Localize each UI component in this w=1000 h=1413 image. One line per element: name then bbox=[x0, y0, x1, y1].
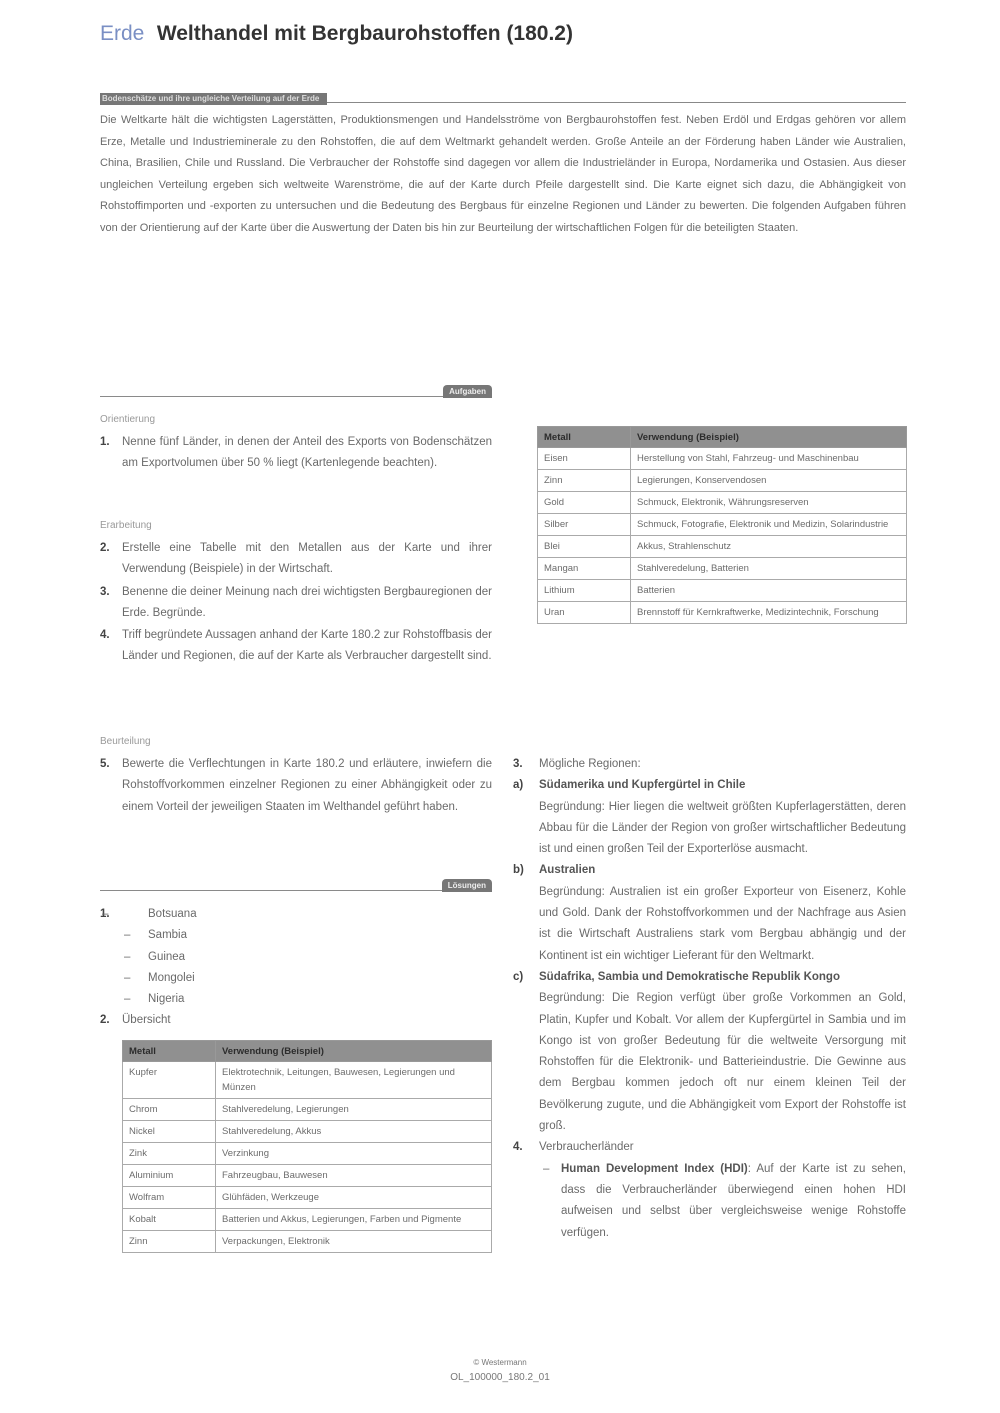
solutions-tag: Lösungen bbox=[442, 879, 492, 892]
table-cell: Elektrotechnik, Leitungen, Bauwesen, Legierungen und Münzen bbox=[216, 1062, 492, 1099]
table-cell: Legierungen, Konservendosen bbox=[631, 470, 907, 492]
table-cell: Herstellung von Stahl, Fahrzeug- und Maschinenbau bbox=[631, 448, 907, 470]
table-row bbox=[123, 1143, 492, 1165]
table-cell: Eisen bbox=[538, 448, 631, 470]
table-cell: Zinn bbox=[538, 470, 631, 492]
table-cell: Gold bbox=[538, 492, 631, 514]
answer-letter: c) bbox=[513, 970, 524, 983]
answer-b-body: Begründung: Australien ist ein großer Exporteur von Eisenerz, Kohle und Gold. Dank der Rohstoffvorkommen und der Nachfrage aus Asien ist die Wirtschaft Australiens stark vom Bergbau abhängig und der Kontinent ist ein wichtiger Lieferant für den Weltmarkt. bbox=[539, 885, 906, 962]
task-number: 4. bbox=[100, 629, 110, 641]
table-row bbox=[538, 448, 907, 470]
solution-metals-table bbox=[122, 1040, 492, 1253]
table-row bbox=[123, 1231, 492, 1253]
task-text: Bewerte die Verflechtungen in Karte 180.2 und erläutere, inwiefern die Rohstoffvorkommen einzelner Regionen zu einer Abhängigkeit oder zu einem Vorteil der jeweiligen Staaten im Welthandel geführt haben. bbox=[122, 758, 492, 813]
column-header: Metall bbox=[123, 1041, 216, 1062]
task-number: 5. bbox=[100, 758, 110, 770]
table-row bbox=[538, 558, 907, 580]
answer-heading-text: Südamerika und Kupfergürtel in Chile bbox=[539, 779, 746, 792]
column-header: Verwendung (Beispiel) bbox=[216, 1041, 492, 1062]
category-assessment: Beurteilung bbox=[100, 736, 151, 747]
table-cell: Batterien und Akkus, Legierungen, Farben und Pigmente bbox=[216, 1209, 492, 1231]
table-cell: Batterien bbox=[631, 580, 907, 602]
page-header bbox=[100, 22, 910, 54]
task-3 bbox=[100, 582, 492, 625]
table-row bbox=[538, 602, 907, 624]
solutions-divider bbox=[100, 872, 492, 891]
table-cell: Wolfram bbox=[123, 1187, 216, 1209]
table-cell: Silber bbox=[538, 514, 631, 536]
answer-c-body: Begründung: Die Region verfügt über große Vorkommen an Gold, Platin, Kupfer und Kobalt. Vor allem der Kupfergürtel in Sambia und im Kongo ist von großer Bedeutung für die weltweite Versorgung mit Rohstoffen für die Elektronik- und Batterieindustrie. Die Gewinne aus dem Bergbau kommen jedoch oft nur einem kleinen Teil der Bevölkerung zugute, und die Abhängigkeit vom Export der Rohstoffe ist groß. bbox=[539, 992, 906, 1133]
table-row bbox=[538, 514, 907, 536]
table-header-row bbox=[123, 1041, 492, 1062]
task-text: Triff begründete Aussagen anhand der Karte 180.2 zur Rohstoffbasis der Länder und Regionen, die auf der Karte als Verbraucher dargestellt sind. bbox=[122, 629, 492, 663]
answer-c-heading bbox=[513, 967, 906, 988]
column-header: Verwendung (Beispiel) bbox=[631, 427, 907, 448]
task-4 bbox=[100, 625, 492, 668]
solution-number: 2. bbox=[100, 1014, 110, 1027]
table-cell: Uran bbox=[538, 602, 631, 624]
solution-text: Übersicht bbox=[122, 1014, 171, 1027]
intro-heading-label: Bodenschätze und ihre ungleiche Verteilung auf der Erde bbox=[100, 93, 327, 105]
table-cell: Fahrzeugbau, Bauwesen bbox=[216, 1165, 492, 1187]
answer-heading-text: Südafrika, Sambia und Demokratische Republik Kongo bbox=[539, 970, 840, 983]
tasks-tag: Aufgaben bbox=[443, 385, 492, 398]
solution-1-item bbox=[100, 904, 492, 925]
table-cell: Brennstoff für Kernkraftwerke, Medizintechnik, Forschung bbox=[631, 602, 907, 624]
answer-4-bullet: – Human Development Index (HDI): Auf der Karte ist zu sehen, dass die Verbraucherländer überwiegend einen hohen HDI aufweisen und selbst über vergleichsweise wenige Rohstoffe verfügen. bbox=[513, 1159, 906, 1244]
table-cell: Zink bbox=[123, 1143, 216, 1165]
answer-intro-text: Verbraucherländer bbox=[539, 1141, 634, 1154]
table-cell: Zinn bbox=[123, 1231, 216, 1253]
category-orientation: Orientierung bbox=[100, 414, 156, 425]
table-row bbox=[123, 1099, 492, 1121]
table-cell: Lithium bbox=[538, 580, 631, 602]
answer-letter: a) bbox=[513, 779, 524, 792]
column-header: Metall bbox=[538, 427, 631, 448]
table-cell: Kobalt bbox=[123, 1209, 216, 1231]
answer-3-intro bbox=[513, 754, 906, 775]
answer-b-heading bbox=[513, 860, 906, 881]
footer-code: OL_100000_180.2_01 bbox=[450, 1372, 550, 1383]
answer-a-heading bbox=[513, 775, 906, 796]
task-number: 3. bbox=[100, 586, 110, 598]
list-item: – Mongolei bbox=[122, 968, 492, 989]
task-5 bbox=[100, 754, 492, 818]
table-cell: Stahlveredelung, Akkus bbox=[216, 1121, 492, 1143]
table-cell: Akkus, Strahlenschutz bbox=[631, 536, 907, 558]
table-cell: Glühfäden, Werkzeuge bbox=[216, 1187, 492, 1209]
table-cell: Kupfer bbox=[123, 1062, 216, 1099]
answer-3 bbox=[513, 754, 906, 1244]
table-row bbox=[538, 580, 907, 602]
list-item: – Nigeria bbox=[122, 989, 492, 1010]
intro-heading bbox=[100, 88, 906, 103]
table-cell: Stahlveredelung, Legierungen bbox=[216, 1099, 492, 1121]
bullet-text: Auf der Karte ist zu sehen, dass die Verbraucherländer überwiegend einen hohen HDI aufweisen und selbst über vergleichsweise wenige Rohstoffe verfügen. bbox=[561, 1162, 906, 1239]
table-row bbox=[123, 1209, 492, 1231]
answer-number: 3. bbox=[513, 758, 523, 770]
answer-intro-text: Mögliche Regionen: bbox=[539, 758, 641, 770]
task-text: Nenne fünf Länder, in denen der Anteil des Exports von Bodenschätzen am Exportvolumen über 50 % liegt (Kartenlegende beachten). bbox=[122, 436, 492, 470]
task-1 bbox=[100, 432, 492, 475]
page-title: Welthandel mit Bergbaurohstoffen (180.2) bbox=[156, 22, 573, 45]
answer-letter: b) bbox=[513, 864, 524, 877]
table-header-row bbox=[538, 427, 907, 448]
table-cell: Stahlveredelung, Batterien bbox=[631, 558, 907, 580]
bullet-term: Human Development Index (HDI) bbox=[561, 1162, 748, 1175]
table-cell: Schmuck, Fotografie, Elektronik und Medizin, Solarindustrie bbox=[631, 514, 907, 536]
task-text: Erstelle eine Tabelle mit den Metallen aus der Karte und ihrer Verwendung (Beispiele) in der Wirtschaft. bbox=[122, 542, 492, 576]
task-2 bbox=[100, 538, 492, 581]
table-row bbox=[538, 492, 907, 514]
table-cell: Verpackungen, Elektronik bbox=[216, 1231, 492, 1253]
answer-heading-text: Australien bbox=[539, 864, 596, 877]
table-row bbox=[123, 1062, 492, 1099]
table-cell: Nickel bbox=[123, 1121, 216, 1143]
subject-label: Erde bbox=[100, 22, 145, 45]
solution-2 bbox=[100, 1010, 492, 1031]
solution-number: 1. bbox=[100, 908, 110, 920]
table-cell: Schmuck, Elektronik, Währungsreserven bbox=[631, 492, 907, 514]
table-row bbox=[123, 1121, 492, 1143]
table-cell: Verzinkung bbox=[216, 1143, 492, 1165]
table-cell: Aluminium bbox=[123, 1165, 216, 1187]
task-text: Benenne die deiner Meinung nach drei wichtigsten Bergbauregionen der Erde. Begründe. bbox=[122, 586, 492, 620]
table-row bbox=[123, 1165, 492, 1187]
intro-text: Die Weltkarte hält die wichtigsten Lagerstätten, Produktionsmengen und Handelsströme von Bergbaurohstoffen fest. Neben Erdöl und Erdgas gehören vor allem Erze, Metalle und Industrieminerale zu den Rohstoffen, die auf dem Weltmarkt gehandelt werden. Große Anteile an der Förderung haben Länder wie Australien, China, Brasilien, Chile und Russland. Die Verbraucher der Rohstoffe sind dagegen vor allem die Industrieländer in Europa, Nordamerika und Ostasien. Aus dieser ungleichen Verteilung ergeben sich weltweite Warenströme, die auf der Karte durch Pfeile dargestellt sind. Die Karte eignet sich dazu, die Abhängigkeit von Rohstoffimporten und -exporten zu untersuchen und die Bedeutung des Bergbaus für einzelne Regionen und Länder zu bewerten. Die folgenden Aufgaben führen von der Orientierung auf der Karte über die Auswertung der Daten bis hin zur Beurteilung der wirtschaftlichen Folgen für die beteiligten Staaten. bbox=[100, 114, 906, 234]
table-row bbox=[538, 470, 907, 492]
solution-1 bbox=[100, 904, 492, 1032]
table-cell: Mangan bbox=[538, 558, 631, 580]
table-cell: Blei bbox=[538, 536, 631, 558]
answer-4-intro bbox=[513, 1137, 906, 1158]
table-row bbox=[123, 1187, 492, 1209]
task-number: 2. bbox=[100, 542, 110, 554]
list-item: – Guinea bbox=[122, 947, 492, 968]
answer-a-body: Begründung: Hier liegen die weltweit größten Kupferlagerstätten, deren Abbau für die Länder der Region von großer wirtschaftlicher Bedeutung ist und einen großen Teil der Exporterlöse ausmacht. bbox=[539, 800, 906, 856]
answer-number: 4. bbox=[513, 1141, 523, 1154]
category-elaboration: Erarbeitung bbox=[100, 520, 152, 531]
list-item: – Botsuana bbox=[100, 904, 492, 925]
footer-copyright: © Westermann bbox=[473, 1358, 527, 1367]
metals-usage-table bbox=[537, 426, 907, 624]
table-cell: Chrom bbox=[123, 1099, 216, 1121]
task-number: 1. bbox=[100, 436, 110, 448]
tasks-divider bbox=[100, 378, 492, 397]
list-item: – Sambia bbox=[122, 925, 492, 946]
table-row bbox=[538, 536, 907, 558]
